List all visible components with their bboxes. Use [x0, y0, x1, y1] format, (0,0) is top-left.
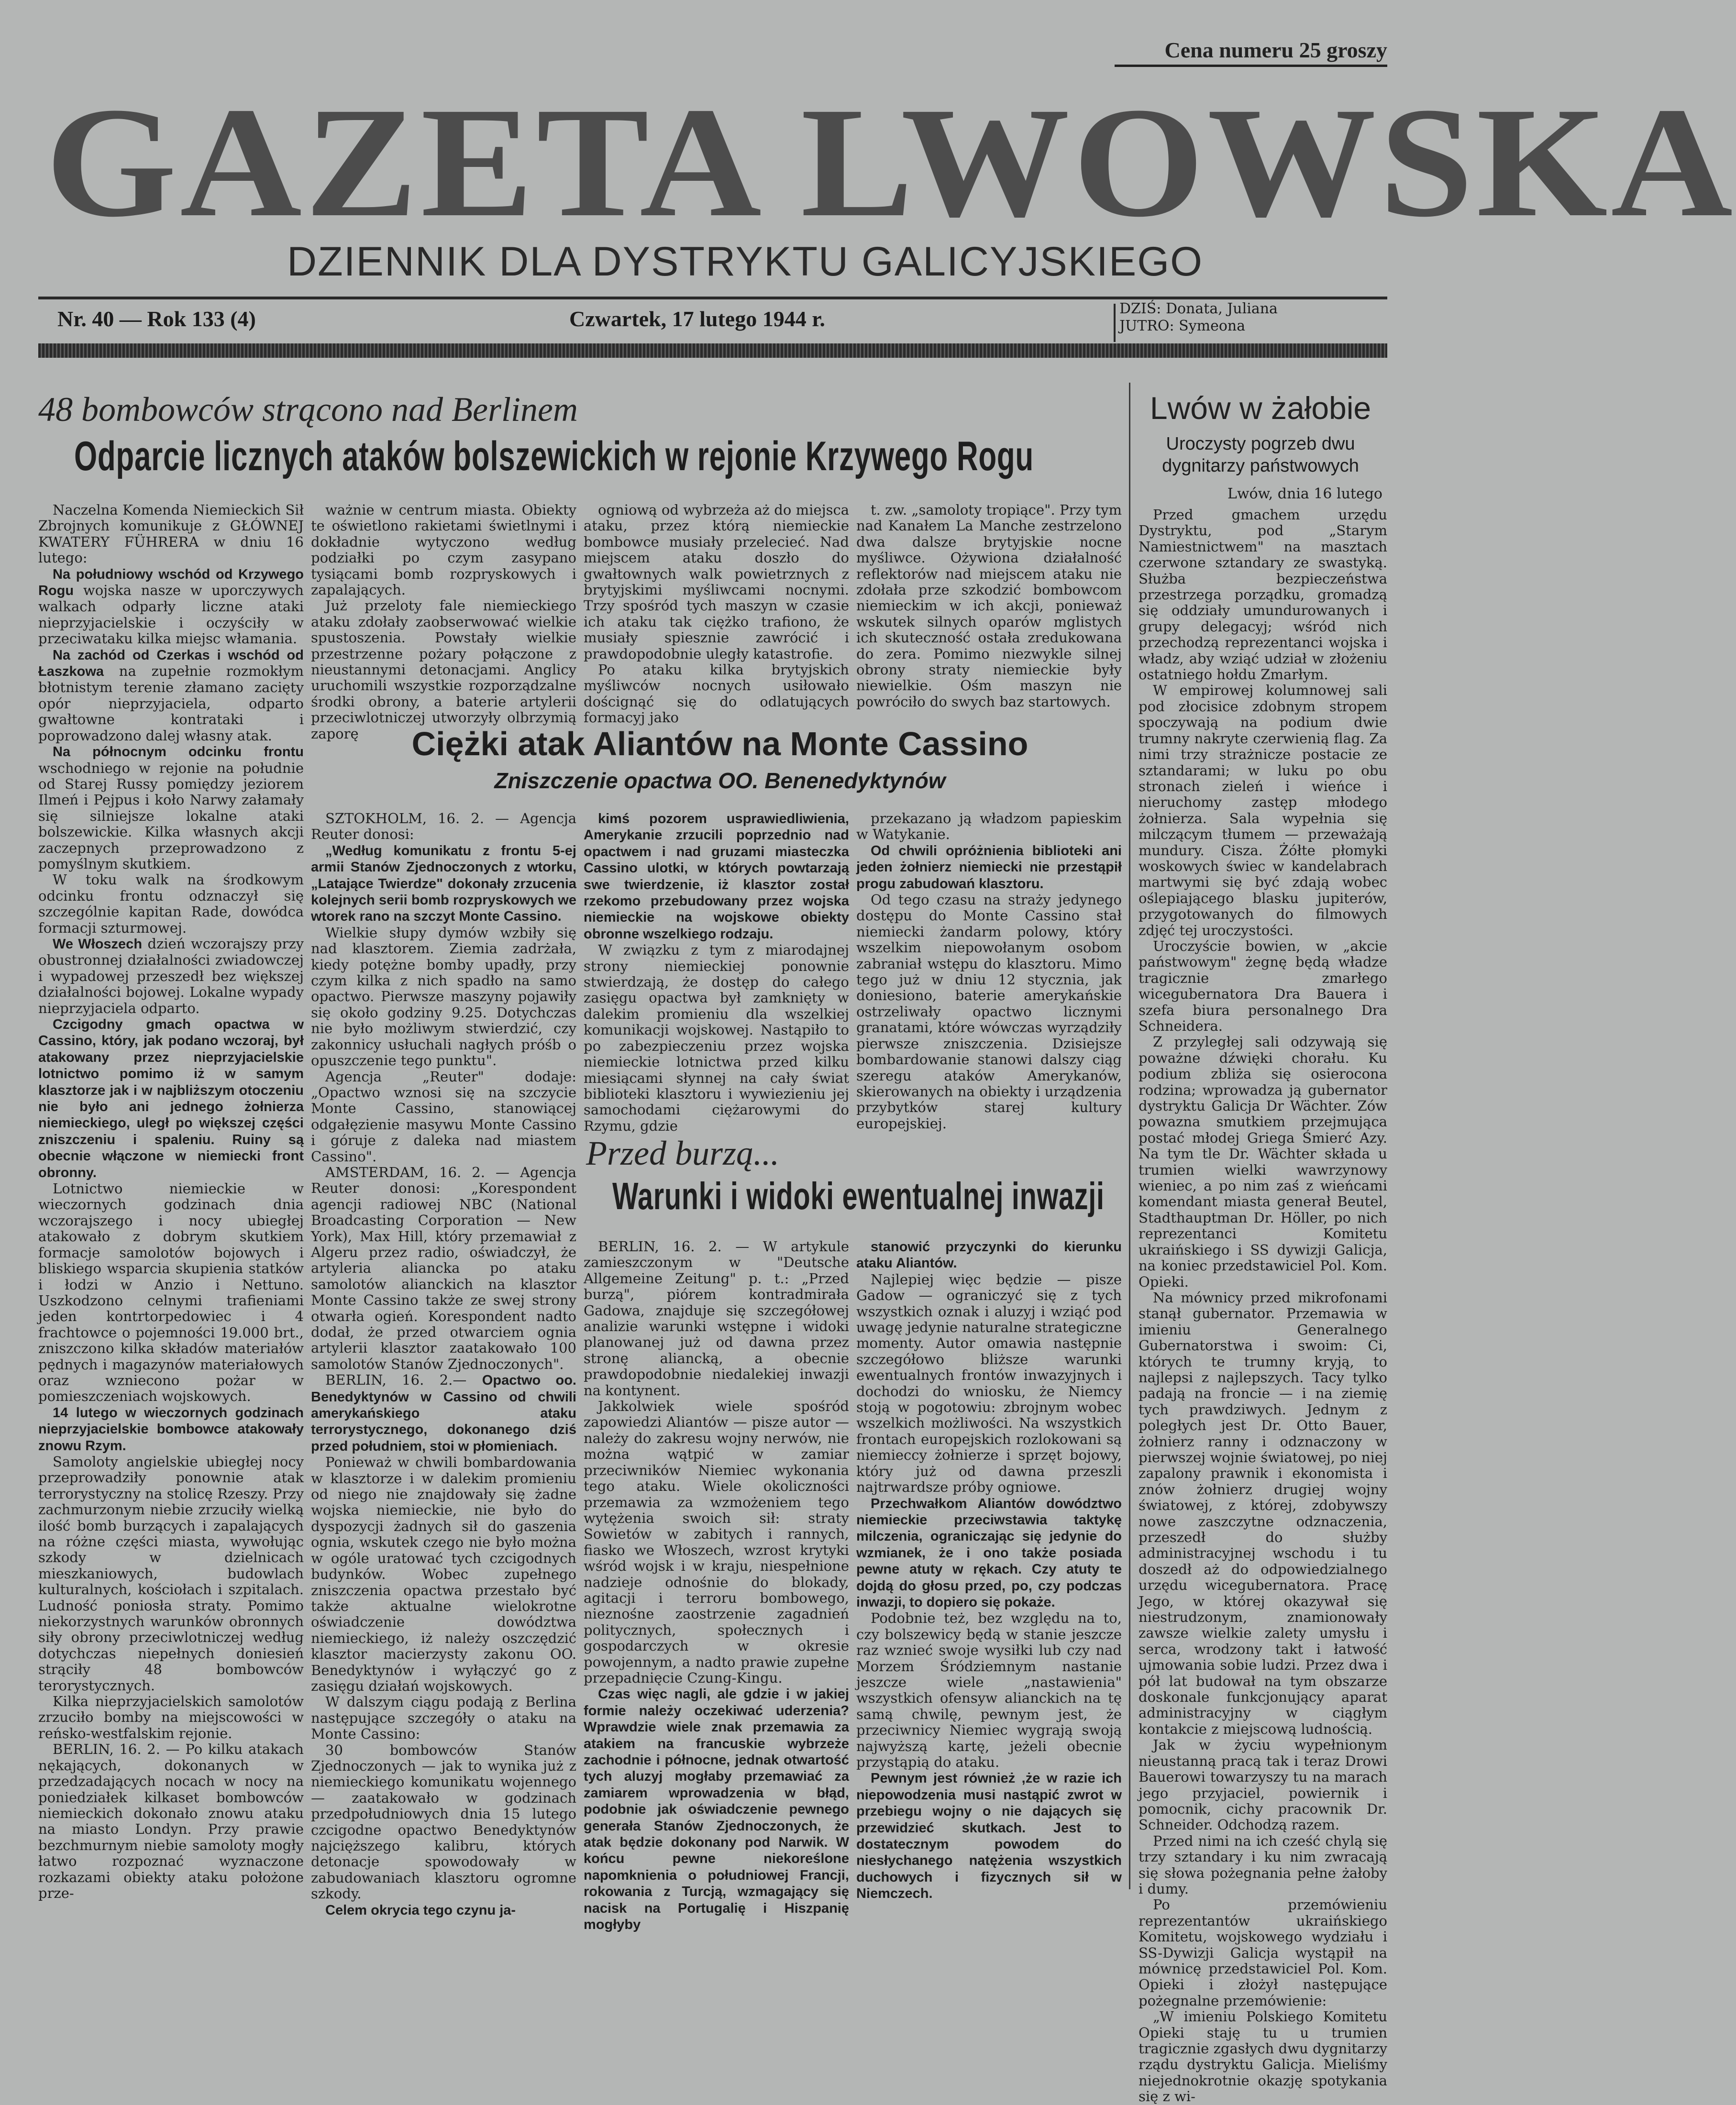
paragraph-text: t. zw. „samoloty tropiące". Przy tym nad Kanałem La Manche zestrzelono dwa dalsze brytyjskie nocne myśliwce. Ożywiona działalność reflektorów nad miejscem ataku nie zdołała prze szkodzić bombowcom niemieckim w ich akcji, ponieważ wskutek silnych oparów mglistych ich skuteczność ostała zredukowana do zera. Pomimo niezwykle silnej obrony straty niemieckie były niewielkie. Ośm maszyn nie powróciło do swych baz startowych.: [856, 502, 1122, 710]
paragraph-text: Na mównicy przed mikrofonami stanął gubernator. Przemawia w imieniu Generalnego Gubernatorstwa i swoim: Ci, których te trumny kryją, to najlepsi z najlepszych. Tacy tylko padają na froncie — i na ziemię tych prawdziwych. Jednym z poległych jest Dr. Otto Bauer, żołnierz ranny i odznaczony w pierwszej wojnie światowej, po niej zapalony prawnik i ekonomista i znów żołnierz drugiej wojny światowej, z której, zdobywszy nowe zaszczytne odznaczenia, przeszedł do służby administracyjnej wschodu i tu doszedł aż do odpowiedzialnego urzędu wicegubernatora. Pracę Jego, w której okazywał się niestrudzonym, znamionowały zawsze wielkie zalety umysłu i serca, wrodzony takt i łatwość ujmowania sobie ludzi. Przez dwa i pół lat budował na tym obszarze doskonale funkcjonujący aparat administracyjny w ciągłym kontakcie z miejscową ludnością.: [1139, 1289, 1387, 1737]
paragraph: [856, 1496, 1122, 1611]
main-column-4: [856, 502, 1122, 710]
main-column-1: [38, 502, 304, 1901]
name-day-tomorrow: JUTRO: Symeona: [1119, 318, 1246, 334]
paragraph: [311, 1694, 576, 1742]
name-day-today: DZIŚ: Donata, Juliana: [1119, 300, 1278, 317]
paragraph: [1139, 938, 1387, 1034]
bold-lead: Celem okrycia tego czynu ja-: [325, 1902, 516, 1918]
paragraph: [311, 1742, 576, 1902]
paragraph-text: Lotnictwo niemieckie w wieczornych godzinach dnia wczorajszego i nocy ubiegłej atakowało z dobrym skutkiem formacje samolotów bojowych i bliskiego wsparcia skupienia statków i łodzi w Anzio i Nettuno. Uszkodzono celnymi trafieniami jeden kontrtorpedowiec i 4 frachtowce o pojemności 19.000 brt., zniszczono kilka składów materiałów pędnych i magazynów materiałowych oraz wzniecono pożar w pomieszczeniach wojskowych.: [38, 1180, 304, 1405]
name-days: [1119, 300, 1378, 335]
paragraph-text: przekazano ją władzom papieskim w Watykanie.: [856, 810, 1122, 843]
burza-kicker: Przed burzą...: [586, 1134, 780, 1172]
monte-headline: Ciężki atak Aliantów na Monte Cassino: [411, 725, 1028, 762]
bold-lead: kimś pozorem usprawiedliwienia, Amerykanie zrzucili poprzednio nad opactwem i nad gruzami miasteczka Cassino ulotki, w których powtarzają swe twierdzenie, iż klasztor został rzekomo przebudowany przez wojska niemieckie na wojskowe obiekty obronne wszelkiego rodzaju.: [584, 811, 849, 942]
dateline: BERLIN, 16. 2.—: [325, 1372, 482, 1389]
paragraph: [1139, 1737, 1387, 1833]
paragraph: [1139, 1034, 1387, 1290]
paragraph: [38, 1694, 304, 1741]
paragraph: [584, 502, 849, 662]
header-bar: [38, 343, 1387, 358]
paragraph: [38, 1405, 304, 1454]
paragraph-text: ogniową od wybrzeża aż do miejsca ataku, przez którą niemieckie bombowce musiały przelecieć. Nad miejscem ataku doszło do gwałtownych walk powietrznych z brytyjskimi myśliwcami nocnymi. Trzy spośród tych maszyn w czasie ich ataku tak ciężko trafiono, że musiały spiesznie zawrócić i prawdopodobnie uległy katastrofie.: [584, 502, 849, 662]
column-divider: [1129, 383, 1130, 1889]
right-column: [1139, 507, 1387, 2105]
paragraph-text: Najlepiej więc będzie — pisze Gadow — ograniczyć się z tych wszystkich oznak i aluzyj i wziąć pod uwagę jedynie naturalne strategiczne momenty. Autor omawia następnie szczegółowo bliższe warunki ewentualnych frontów inwazyjnych i dochodzi do wniosku, że Niemcy stoją w pogotowiu: zbrojnym wobec wszelkich możliwości. Na wszystkich frontach europejskich rozlokowani są niemieccy żołnierze i sprzęt bojowy, który już od dawna przeszli najtrwardsze próby ogniowe.: [856, 1271, 1122, 1496]
paragraph-text: Wielkie słupy dymów wzbiły się nad klasztorem. Ziemia zadrżała, kiedy potężne bomby upadły, przy czym kilka z nich spadło na samo opactwo. Pierwsze maszyny pojawiły się około godziny 9.25. Dotychczas nie było możliwym stwierdzić, czy zakonnicy usłuchali nagłych próśb o opuszczenie tego punktu".: [311, 924, 576, 1069]
paragraph-text: Z przyległej sali odzywają się poważne dźwięki chorału. Ku podium zbliża się osierocona rodzina; wprowadza ją gubernator dystryktu Galicja Dr Wächter. Zów powazna smutkiem przejmująca postać młodej Griega Śmierć Azy. Na tym tle Dr. Wächter składa u trumien wielki wawrzynowy wieniec, a po nim zaś z wieńcami komendant miasta generał Beutel, Stadthauptman Dr. Höller, po nich reprezentanci Komitetu ukraińskiego i SS dywizji Galicja, na koniec przedstawiciel Pol. Kom. Opieki.: [1139, 1034, 1387, 1290]
header-rule-top: [38, 297, 1387, 299]
paragraph: [1139, 2009, 1387, 2105]
paragraph: [38, 1741, 304, 1901]
bold-lead: stanowić przyczynki do kierunku ataku Aliantów.: [856, 1239, 1122, 1271]
paragraph-text: W związku z tym z miarodajnej strony niemieckiej ponownie stwierdzają, że dostęp do całego zasięgu opactwa był zamknięty w dalekim promieniu dla wszelkiej komunikacji wojskowej. Nastąpiło to po zabezpieczeniu przez wojska niemieckie lotnictwa przed kilku miesiącami słynnej na cały świat biblioteki klasztoru i wywiezieniu jej samochodami ciężarowymi do Rzymu, gdzie: [584, 942, 849, 1134]
burza-column-2: [856, 1239, 1122, 1902]
paragraph: [856, 1770, 1122, 1902]
paragraph: [856, 1239, 1122, 1272]
paragraph: [1139, 1897, 1387, 2009]
paragraph: [311, 1372, 576, 1455]
right-subhead: Uroczysty pogrzeb dwu dygnitarzy państwowych: [1162, 434, 1359, 476]
paragraph-text: 30 bombowców Stanów Zjednoczonych — jak to wynika już z niemieckiego komunikatu wojennego — zaatakowało w godzinach przedpołudniowych dnia 15 lutego czcigodne opactwo Benedyktynów najcięższego kalibru, których detonacje spowodowały w zabudowaniach klasztoru ogromne szkody.: [311, 1741, 576, 1902]
price-label: Cena numeru 25 groszy: [1115, 37, 1387, 67]
burza-column-1: [584, 1238, 849, 1933]
paragraph: [38, 1454, 304, 1694]
paragraph: [856, 1272, 1122, 1496]
main-column-2: [311, 502, 576, 742]
paragraph-text: „W imieniu Polskiego Komitetu Opieki staję tu u trumien tragicznie zgasłych dwu dygnitarzy rządu dystryktu Galicja. Mieliśmy niejednokrotnie okazję spotykania się z wi-: [1139, 2008, 1387, 2105]
paragraph-text: Od tego czasu na straży jedynego dostępu do Monte Cassino stał niemiecki żandarm polowy, który wszelkim niepowołanym osobom zabraniał wstępu do klasztoru. Mimo tego już w dniu 12 stycznia, jak doniesiono, baterie amerykańskie ostrzeliwały opactwo licznymi granatami, które wówczas wyrządziły pierwsze zniszczenia. Dzisiejsze bombardowanie stanowi dalszy ciąg szeregu ataków Amerykanów, skierowanych na obiekty i urządzenia przybytków starej kultury europejskiej.: [856, 892, 1122, 1132]
paragraph: [1139, 683, 1387, 938]
paragraph: [584, 942, 849, 1134]
monte-subhead: Zniszczenie opactwa OO. Benenedyktynów: [494, 768, 946, 793]
bold-lead: Od chwili opróżnienia biblioteki ani jeden żołnierz niemiecki nie przestąpił progu zabudowań klasztoru.: [856, 843, 1122, 892]
main-column-3: [584, 502, 849, 726]
paragraph: [311, 502, 576, 598]
paragraph: [311, 1165, 576, 1372]
masthead-subtitle: DZIENNIK DLA DYSTRYKTU GALICYJSKIEGO: [287, 239, 1204, 285]
paragraph: [311, 843, 576, 925]
paragraph-text: Jak w życiu wypełnionym nieustanną pracą tak i teraz Drowi Bauerowi towarzyszy tu na marach jego przyjaciel, powiernik i pomocnik, cichy pracownik Dr. Schneider. Odchodzą razem.: [1139, 1737, 1387, 1833]
paragraph: [38, 1181, 304, 1405]
paragraph: [311, 1902, 576, 1918]
main-kicker: 48 bombowców strącono nad Berlinem: [38, 390, 578, 429]
paragraph: [311, 811, 576, 843]
paragraph-text: BERLIN, 16. 2. — W artykule zamieszczonym w "Deutsche Allgemeine Zeitung" p. t.: „Przed burzą", piórem kontradmirała Gadowa, znajduje się szczegółowej analizie warunki wstępne i widoki planowanej już od dawna przez stronę aliancką, a obecnie prawdopodobnie niedalekiej inwazji na kontynent.: [584, 1238, 849, 1399]
paragraph: [311, 925, 576, 1069]
paragraph: [38, 647, 304, 744]
paragraph: [584, 662, 849, 726]
paragraph-text: Przed nimi na ich cześć chylą się trzy sztandary i ku nim zwracają się słowa pożegnania pełne żałoby i dumy.: [1139, 1832, 1387, 1897]
paragraph: [38, 744, 304, 872]
paragraph: [38, 872, 304, 936]
monte-column-2: [584, 811, 849, 1134]
paragraph: [1139, 1290, 1387, 1737]
paragraph: [38, 566, 304, 647]
paragraph: [856, 843, 1122, 892]
bold-lead: Czas więc nagli, ale gdzie i w jakiej formie należy oczekiwać uderzenia? Wprawdzie wiele znak przemawia za atakiem na francuskie wybrzeże zachodnie i północne, jednak otwartość tych aluzyj mogłaby przemawiać za zamiarem wprowadzenia w błąd, podobnie jak oświadczenie pewnego generała Stanów Zjednoczonych, że atak będzie dokonany pod Narwik. W końcu pewne niekoreślone napomknienia o południowej Francji, rokowania z Turcją, wzmagający się nacisk na Portugalię i Hiszpanię mogłyby: [584, 1686, 849, 1933]
bold-lead: Przechwałkom Aliantów dowództwo niemieckie przeciwstawia taktykę milczenia, ograniczając się jedynie do wzmianek, że i ono także posiada pewne atuty w rękach. Czy atuty te dojdą do głosu przed, po, czy podczas inwazji, to dopiero się pokaże.: [856, 1496, 1122, 1610]
paragraph-text: W empirowej kolumnowej sali pod złocisice zdobnym stropem spoczywają na podium dwie trumny nakryte czerwienią flag. Za nimi trzy strażnicze postacie ze sztandarami; w luku po obu stronach zieleń i wieńce i nieruchomy zastęp młodego żołnierza. Sala wypełnia się milczącym tłumem — przeważają mundury. Cisza. Żółte płomyki woskowych świec w kandelabrach martwymi się być zdają wobec oślepiającego blasku jupiterów, przygotowanych do filmowych zdjęć tej uroczystości.: [1139, 682, 1387, 938]
paragraph: [311, 598, 576, 742]
masthead-title: GAZETA LWOWSKA: [45, 75, 1736, 250]
paragraph-text: Uroczyście bowien, w „akcie państwowym" żegnę będą władze tragicznie zmarłego wicegubernatora Dra Bauera i szefa biura personalnego Dra Schneidera.: [1139, 937, 1387, 1034]
paragraph-text: Jakkolwiek wiele spośród zapowiedzi Aliantów — pisze autor — należy do zakresu wojny nerwów, nie można wątpić w zamiar przeciwników Niemiec wykonania tego ataku. Wiele okoliczności przemawia za wzmożeniem tego wytężenia swoich sił: straty Sowietów w zabitych i rannych, fiasko we Włoszech, wzrost krytyki wśród wojsk i w kraju, niespełnione nadzieje odnośnie do blokady, agitacji i terroru bombowego, nieznośne zaostrzenie zagadnień politycznych, społecznych i gospodarczych w okresie powojennym, a nadto prawie zupełne przepadnięcie Czung-Kingu.: [584, 1398, 849, 1686]
paragraph-text: BERLIN, 16. 2. — Po kilku atakach nękających, dokonanych w przedzadających nocach w nocy na poniedziałek kilkaset bombowców niemieckich dokonało znowu ataku na miasto Londyn. Przy prawie bezchmurnym niebie samoloty mogły łatwo rozpoznać wyznaczone rozkazami obiekty ataku położone prze-: [38, 1741, 304, 1901]
paragraph-text: Kilka nieprzyjacielskich samolotów zrzuciło bomby na miejscowości w reńsko-westfalskim rejonie.: [38, 1693, 304, 1741]
paragraph: [1139, 507, 1387, 683]
paragraph-text: ważnie w centrum miasta. Obiekty te oświetlono rakietami świetlnymi i dokładnie wytyczono według podziałki po czym zasypano tysiącami bomb rozpryskowych i zapalających.: [311, 502, 576, 598]
bold-lead: „Według komunikatu z frontu 5-ej armii Stanów Zjednoczonych z wtorku, „Latające Twierdze" dokonały zrzucenia kolejnych serii bomb rozpryskowych we wtorek rano na szczyt Monte Cassino.: [311, 843, 576, 925]
bold-lead: We Włoszech: [53, 936, 143, 952]
monte-column-3: [856, 810, 1122, 1132]
paragraph-text: wschodniego w rejonie na południe od Starej Russy pomiędzy jeziorem Ilmeń i Pejpus i koło Narwy załamały się silniejsze lokalne ataki bolszewickie. Kilka własnych akcji zaczepnych przeprowadzono z pomyślnym skutkiem.: [38, 760, 304, 872]
monte-column-1: [311, 810, 576, 1918]
right-dateline: Lwów, dnia 16 lutego: [1227, 485, 1382, 502]
paragraph: [38, 1016, 304, 1181]
paragraph-text: wojska nasze w uporczywych walkach odparły liczne ataki nieprzyjacielskie i oczyściły w przeciwataku kilka miejsc włamania.: [38, 582, 304, 647]
bold-lead: 14 lutego w wieczornych godzinach nieprzyjacielskie bombowce atakowały znowu Rzym.: [38, 1405, 304, 1454]
paragraph-text: Już przeloty fale niemieckiego ataku zdołały zaobserwować wielkie spustoszenia. Powstały wielkie przestrzenne pożary połączone z nieustannymi detonacjami. Anglicy uruchomili wszystkie rozporządzalne środki obrony, a baterie artylerii przeciwlotniczej utworzyły olbrzymią zaporę: [311, 597, 576, 742]
paragraph-text: Naczelna Komenda Niemieckich Sił Zbrojnych komunikuje z GŁÓWNEJ KWATERY FÜHRERA w dniu 16 lutego:: [38, 502, 304, 566]
paragraph: [311, 1069, 576, 1165]
bold-lead: Czcigodny gmach opactwa w Cassino, który, jak podano wczoraj, był atakowany przez nieprzyjacielskie lotnictwo pomimo iż w samym klasztorze jak i w najbliższym otoczeniu nie było ani jednego żołnierza niemieckiego, uległ po większej części zniszczeniu i spaleniu. Ruiny są obecnie włączone w niemiecki front obronny.: [38, 1017, 304, 1180]
burza-headline: Warunki i widoki ewentualnej inwazji: [612, 1175, 1105, 1217]
paragraph: [584, 1239, 849, 1399]
paragraph-text: dzień wczorajszy przy obustronnej działalności zwiadowczej i wypadowej przeszedł bez większej działalności bojowej. Lokalne wypady nieprzyjaciela odparto.: [38, 935, 304, 1016]
paragraph-text: Samoloty angielskie ubiegłej nocy przeprowadziły ponownie atak terrorystyczny na stolicę Rzeszy. Przy zachmurzonym niebie zrzuciły wielką ilość bomb burzących i zapalających na różne części miasta, wywołując szkody w dzielnicach mieszkaniowych, budowlach kulturalnych, kościołach i szpitalach. Ludność poniosła straty. Pomimo niekorzystnych warunków obronnych siły obrony przeciwlotniczej według dotychczas niepełnych doniesień strąciły 48 bombowców terorystycznych.: [38, 1453, 304, 1694]
bold-lead: Pewnym jest również ,że w razie ich niepowodzenia musi nastąpić zwrot w przebiegu wojny o nie dających się przewidzieć skutkach. Jest to dostatecznym powodem do niesłychanego natężenia wszystkich duchowych i fizycznych sił w Niemczech.: [856, 1771, 1122, 1902]
paragraph: [856, 502, 1122, 710]
paragraph-text: Ponieważ w chwili bombardowania w klasztorze i w dalekim promieniu od niego nie znajdowały się żadne wojska niemieckie, nie było do dyspozycji żadnych sił do gaszenia ognia, wskutek czego nie było można w ogóle uratować tych czcigodnych budynków. Wobec zupełnego zniszczenia opactwa przestało być także aktualne wielokrotne oświadczenie dowództwa niemieckiego, iż należy oszczędzić klasztor macierzysty zakonu OO. Benedyktynów i wyłączyć go z zasięgu działań wojskowych.: [311, 1454, 576, 1694]
bold-lead: Opactwo oo. Benedyktynów w Cassino od chwili amerykańskiego ataku terrorystycznego, dokonanego dziś przed południem, stoi w płomieniach.: [311, 1373, 576, 1454]
paragraph: [1139, 1833, 1387, 1897]
paragraph: [856, 811, 1122, 843]
paragraph: [584, 1399, 849, 1686]
paragraph-text: Agencja „Reuter" dodaje: „Opactwo wznosi się na szczycie Monte Cassino, stanowiącej odgałęzienie masywu Monte Cassino i góruje z daleka nad miastem Cassino".: [311, 1068, 576, 1165]
paragraph-text: W toku walk na środkowym odcinku frontu odznaczył się szczególnie kapitan Rade, dowódca formacji szturmowej.: [38, 871, 304, 936]
paragraph-text: W dalszym ciągu podają z Berlina następujące szczegóły o ataku na Monte Cassino:: [311, 1694, 576, 1742]
paragraph: [311, 1455, 576, 1694]
paragraph-text: Podobnie też, bez względu na to, czy bolszewicy będą w stanie jeszcze raz wznieć swoje wysiłki lub czy nad Morzem Śródziemnym nastanie jeszcze wiele „nastawienia" wszystkich ofensyw alianckich na tę samą chwilę, pewnym jest, że przeciwnicy Niemiec wygrają swoją najwyższą kartę, jeżeli obecnie przystąpią do ataku.: [856, 1610, 1122, 1770]
main-headline: Odparcie licznych ataków bolszewickich w rejonie Krzywego Rogu: [74, 433, 1034, 479]
issue-number: Nr. 40 — Rok 133 (4): [57, 307, 256, 331]
paragraph: [584, 811, 849, 942]
header-separator: [1114, 304, 1116, 342]
bold-lead: Na południowy wschód od Krzywego Rogu: [38, 566, 304, 599]
paragraph-text: Po przemówieniu reprezentantów ukraińskiego Komitetu, wojskowego wydziału i SS-Dywizji Galicja wystąpił na mównicę przedstawiciel Pol. Kom. Opieki i złożył następujące pożegnalne przemówienie:: [1139, 1896, 1387, 2009]
paragraph-text: na zupełnie rozmokłym błotnistym terenie złamano zacięty opór nieprzyjaciela, odparto gwałtowne kontrataki i poprowadzono dalej własny atak.: [38, 663, 304, 744]
paragraph: [38, 936, 304, 1016]
paragraph: [856, 892, 1122, 1132]
issue-date: Czwartek, 17 lutego 1944 r.: [569, 307, 825, 331]
paragraph-text: AMSTERDAM, 16. 2. — Agencja Reuter donosi: „Korespondent agencji radiowej NBC (National Broadcasting Corporation — New York), Max Hill, który przemawiał z Algeru przez radio, oświadczył, że artyleria aliancka po ataku samolotów alianckich na klasztor Monte Cassino także ze swej strony otwarła ogień. Korespondent nadto dodał, że przed otwarciem ognia artylerii klasztor zaatakowało 100 samolotów Stanów Zjednoczonych".: [311, 1164, 576, 1372]
bold-lead: Na północnym odcinku frontu: [53, 744, 304, 760]
paragraph: [584, 1686, 849, 1933]
paragraph-text: Przed gmachem urzędu Dystryktu, pod „Starym Namiestnictwem" na masztach czerwone sztandary ze swastyką. Służba bezpieczeństwa przestrzega porządku, gromadzą się oddziały umundurowanych i grupy delegacyj; wśród nich przechodzą reprezentanci wojska i władz, aby wziąć udział w złożeniu ostatniego hołdu Zmarłym.: [1139, 507, 1387, 683]
paragraph: [38, 502, 304, 566]
right-headline: Lwów w żałobie: [1150, 390, 1371, 426]
paragraph: [856, 1610, 1122, 1770]
dateline: SZTOKHOLM, 16. 2. — Agencja Reuter donosi:: [311, 810, 576, 843]
bold-lead: Na zachód od Czerkas i wschód od Łaszkowa: [38, 647, 304, 680]
paragraph-text: Po ataku kilka brytyjskich myśliwców nocnych usiłowało doścignąć się do odlatujących formacyj jako: [584, 661, 849, 726]
